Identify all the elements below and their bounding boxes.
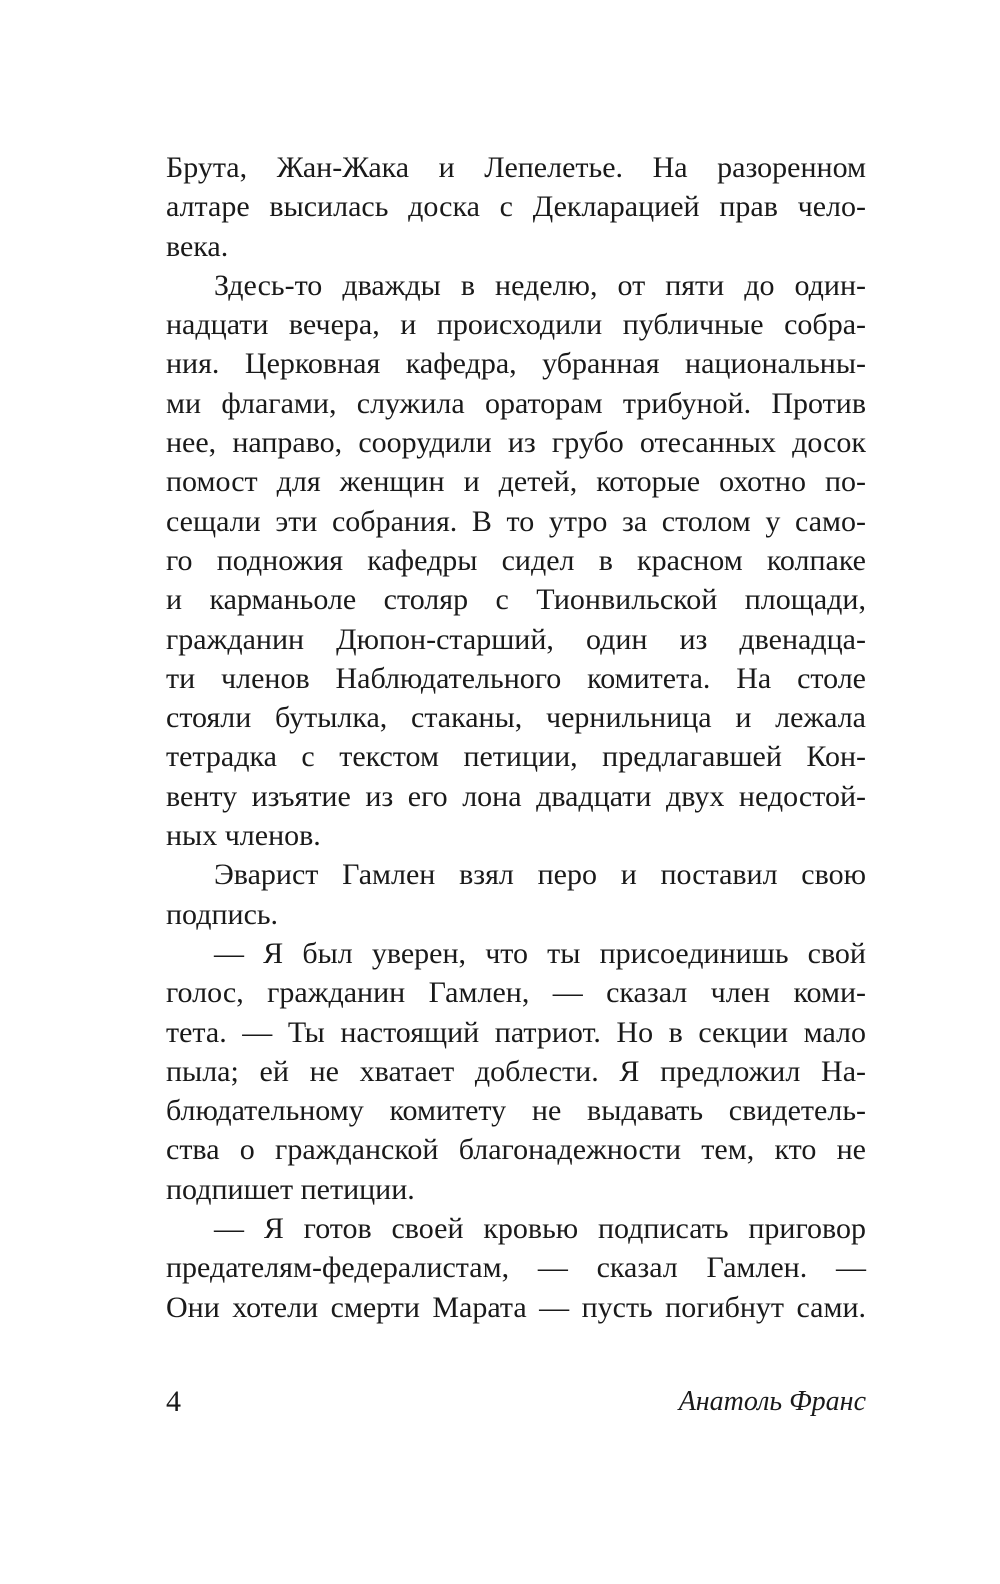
text-line: помост для женщин и детей, которые охотно по-	[166, 465, 866, 499]
running-footer-author: Анатоль Франс	[678, 1386, 866, 1417]
text-line: го подножия кафедры сидел в красном колпаке	[166, 543, 866, 577]
text-line: — Я был уверен, что ты присоединишь свой	[214, 936, 866, 970]
text-line: пыла; ей не хватает доблести. Я предложил На-	[166, 1054, 866, 1088]
text-line: гражданин Дюпон-старший, один из двенадца-	[166, 622, 866, 656]
text-line: подпись.	[166, 897, 279, 931]
text-line: ных членов.	[166, 819, 321, 853]
text-line: венту изъятие из его лона двадцати двух недостой-	[166, 779, 866, 813]
text-line: тетрадка с текстом петиции, предлагавшей Кон-	[166, 740, 866, 774]
text-line: ния. Церковная кафедра, убранная национальны-	[166, 347, 866, 381]
text-line: ми флагами, служила ораторам трибуной. Против	[166, 386, 866, 420]
text-line: Эварист Гамлен взял перо и поставил свою	[214, 858, 866, 892]
text-line: голос, гражданин Гамлен, — сказал член коми-	[166, 976, 866, 1010]
text-line: Брута, Жан-Жака и Лепелетье. На разоренном	[166, 151, 866, 184]
text-line: — Я готов своей кровью подписать приговор	[214, 1212, 866, 1246]
text-line: ти членов Наблюдательного комитета. На столе	[166, 661, 866, 695]
text-line: века.	[166, 229, 229, 263]
text-line: подпишет петиции.	[166, 1172, 415, 1206]
text-line: нее, направо, соорудили из грубо отесанных досок	[166, 426, 866, 460]
text-line: сещали эти собрания. В то утро за столом у само-	[166, 504, 866, 538]
page-number: 4	[166, 1385, 181, 1418]
text-line: Они хотели смерти Марата — пусть погибнут сами.	[166, 1290, 866, 1324]
text-line: стояли бутылка, стаканы, чернильница и лежала	[166, 701, 866, 735]
text-line: блюдательному комитету не выдавать свидетель-	[166, 1094, 866, 1128]
text-line: ства о гражданской благонадежности тем, кто не	[166, 1133, 866, 1167]
text-line: Здесь-то дважды в неделю, от пяти до один-	[214, 268, 866, 302]
text-line: надцати вечера, и происходили публичные собра-	[166, 308, 866, 342]
text-line: тета. — Ты настоящий патриот. Но в секции мало	[166, 1015, 866, 1049]
text-line: предателям-федералистам, — сказал Гамлен. —	[166, 1251, 866, 1285]
text-line: алтаре высилась доска с Декларацией прав чело-	[166, 190, 866, 224]
text-line: и карманьоле столяр с Тионвильской площади,	[166, 583, 866, 617]
body-text	[166, 148, 866, 1327]
